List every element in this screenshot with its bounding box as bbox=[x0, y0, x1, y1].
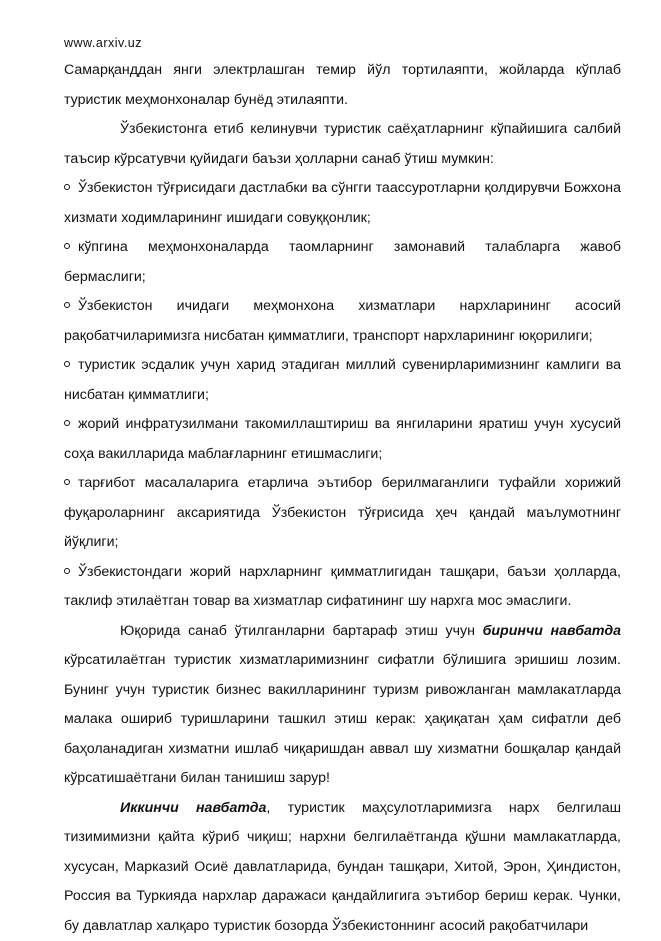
bullet-text: Ўзбекистон тўғрисидаги дастлабки ва сўнгги таассуротларни қолдирувчи Божхона хизмати ходимларининг ишидаги совуққонлик; bbox=[64, 180, 621, 226]
bullet-circle-icon bbox=[64, 243, 70, 249]
second-priority-emphasis: Иккинчи навбатда bbox=[120, 800, 266, 816]
bullet-item bbox=[64, 351, 621, 410]
paragraph-first-priority bbox=[64, 617, 621, 794]
bullet-item bbox=[64, 292, 621, 351]
bullet-item bbox=[64, 233, 621, 292]
bullet-circle-icon bbox=[64, 361, 70, 367]
bullet-item bbox=[64, 558, 621, 617]
bullet-circle-icon bbox=[64, 420, 70, 426]
bullet-circle-icon bbox=[64, 184, 70, 190]
bullet-text: Ўзбекистондаги жорий нархларнинг қимматлигидан ташқари, баъзи ҳолларда, таклиф этилаётган товар ва хизматлар сифатининг шу нархга мос эмаслиги. bbox=[64, 564, 621, 610]
bullet-text: Ўзбекистон ичидаги меҳмонхона хизматлари нархларининг асосий рақобатчиларимизга нисбатан қимматлиги, транспорт нархларининг юқорилиги; bbox=[64, 298, 621, 344]
paragraph-first-lead: Юқорида санаб ўтилганларни бартараф этиш учун bbox=[120, 623, 483, 639]
first-priority-emphasis: биринчи навбатда bbox=[483, 623, 621, 639]
document-body bbox=[64, 56, 621, 941]
paragraph-factors-intro: Ўзбекистонга етиб келинувчи туристик саёҳатларнинг кўпайишига салбий таъсир кўрсатувчи қуйидаги баъзи ҳолларни санаб ўтиш мумкин: bbox=[64, 115, 621, 174]
bullet-circle-icon bbox=[64, 479, 70, 485]
bullet-text: туристик эсдалик учун харид этадиган миллий сувенирларимизнинг камлиги ва нисбатан қимматлиги; bbox=[64, 357, 621, 403]
paragraph-intro: Самарқанддан янги электрлашган темир йўл тортилаяпти, жойларда кўплаб туристик меҳмонхоналар бунёд этилаяпти. bbox=[64, 56, 621, 115]
bullet-circle-icon bbox=[64, 568, 70, 574]
bullet-text: тарғибот масалаларига етарлича эътибор берилмаганлиги туфайли хорижий фуқароларнинг аксариятида Ўзбекистон тўғрисида ҳеч қандай маълумотнинг йўқлиги; bbox=[64, 475, 621, 550]
bullet-item bbox=[64, 174, 621, 233]
bullet-item bbox=[64, 469, 621, 558]
site-url-header: www.arxiv.uz bbox=[64, 36, 142, 50]
bullet-text: жорий инфратузилмани такомиллаштириш ва янгиларини яратиш учун хусусий соҳа вакилларида маблағларнинг етишмаслиги; bbox=[64, 416, 621, 462]
bullet-text: кўпгина меҳмонхоналарда таомларнинг замонавий талабларга жавоб бермаслиги; bbox=[64, 239, 621, 285]
bullet-circle-icon bbox=[64, 302, 70, 308]
paragraph-first-rest: кўрсатилаётган туристик хизматларимизнинг сифатли бўлишига эришиш лозим. Бунинг учун туристик бизнес вакилларининг туризм ривожланган мамлакатларда малака ошириб туришларини ташкил этиш керак: ҳақиқатан ҳам сифатли деб баҳоланадиган хизматни ишлаб чиқаришдан аввал шу хизматни бошқалар қандай кўрсатишаётгани билан танишиш зарур! bbox=[64, 652, 621, 786]
paragraph-second-rest: , туристик маҳсулотларимизга нарх белгилаш тизимимизни қайта кўриб чиқиш; нархни белгилаётганда қўшни мамлакатларда, хусусан, Марказий Осиё давлатларида, бундан ташқари, Хитой, Эрон, Ҳиндистон, Россия ва Туркияда нархлар даражаси қандайлигига эътибор бериш керак. Чунки, бу давлатлар халқаро туристик бозорда Ўзбекистоннинг асосий рақобатчилари bbox=[64, 800, 621, 934]
bullet-item bbox=[64, 410, 621, 469]
paragraph-second-priority bbox=[64, 794, 621, 941]
